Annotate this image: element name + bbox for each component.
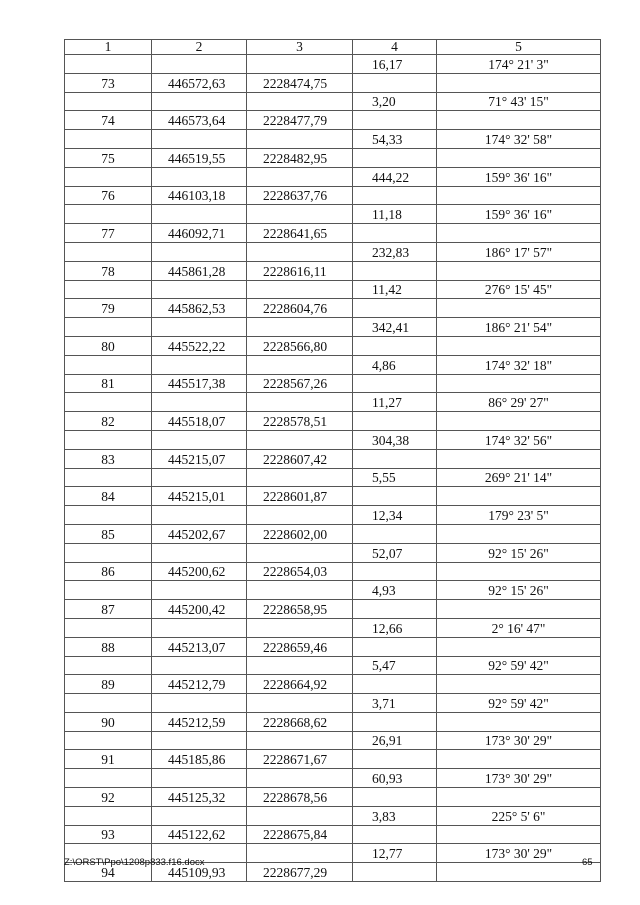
y-coordinate-cell [247, 618, 353, 637]
footer-page-number: 65 [582, 857, 593, 868]
table-row-segment [65, 92, 601, 111]
angle-cell [437, 825, 601, 844]
y-coordinate-cell: 2228677,29 [247, 863, 353, 882]
table-row-segment [65, 506, 601, 525]
y-coordinate-cell: 2228678,56 [247, 788, 353, 807]
y-coordinate-cell [247, 769, 353, 788]
point-number-cell [65, 355, 152, 374]
angle-cell [437, 562, 601, 581]
x-coordinate-cell [152, 806, 247, 825]
table-row-point [65, 637, 601, 656]
angle-cell: 173° 30' 29" [437, 844, 601, 863]
point-number-cell [65, 167, 152, 186]
table-row-segment [65, 55, 601, 74]
angle-cell [437, 148, 601, 167]
y-coordinate-cell [247, 130, 353, 149]
angle-cell [437, 224, 601, 243]
point-number-cell: 92 [65, 788, 152, 807]
y-coordinate-cell: 2228616,11 [247, 261, 353, 280]
distance-cell [353, 148, 437, 167]
x-coordinate-cell [152, 92, 247, 111]
distance-cell [353, 336, 437, 355]
table-header-row [65, 40, 601, 55]
angle-cell: 92° 15' 26" [437, 543, 601, 562]
table-row-point [65, 675, 601, 694]
x-coordinate-cell [152, 55, 247, 74]
y-coordinate-cell: 2228602,00 [247, 524, 353, 543]
angle-cell: 186° 21' 54" [437, 318, 601, 337]
y-coordinate-cell: 2228604,76 [247, 299, 353, 318]
distance-cell [353, 261, 437, 280]
y-coordinate-cell: 2228601,87 [247, 487, 353, 506]
table-row-segment [65, 468, 601, 487]
x-coordinate-cell: 445215,07 [152, 449, 247, 468]
distance-cell: 11,18 [353, 205, 437, 224]
distance-cell: 12,34 [353, 506, 437, 525]
y-coordinate-cell [247, 355, 353, 374]
x-coordinate-cell [152, 694, 247, 713]
angle-cell [437, 336, 601, 355]
table-row-point [65, 73, 601, 92]
angle-cell [437, 524, 601, 543]
x-coordinate-cell [152, 618, 247, 637]
header-col-2: 2 [152, 40, 247, 55]
angle-cell [437, 412, 601, 431]
table-row-segment [65, 430, 601, 449]
distance-cell: 26,91 [353, 731, 437, 750]
header-col-5: 5 [437, 40, 601, 55]
x-coordinate-cell: 445517,38 [152, 374, 247, 393]
distance-cell [353, 788, 437, 807]
table-row-point [65, 224, 601, 243]
y-coordinate-cell [247, 694, 353, 713]
x-coordinate-cell [152, 468, 247, 487]
coordinates-table-body [65, 40, 601, 882]
x-coordinate-cell [152, 355, 247, 374]
y-coordinate-cell [247, 55, 353, 74]
table-row-segment [65, 769, 601, 788]
angle-cell: 174° 32' 56" [437, 430, 601, 449]
y-coordinate-cell: 2228567,26 [247, 374, 353, 393]
table-row-point [65, 336, 601, 355]
table-row-point [65, 712, 601, 731]
distance-cell [353, 524, 437, 543]
angle-cell: 269° 21' 14" [437, 468, 601, 487]
angle-cell [437, 261, 601, 280]
point-number-cell [65, 318, 152, 337]
distance-cell: 444,22 [353, 167, 437, 186]
angle-cell [437, 788, 601, 807]
coordinates-table [64, 39, 601, 882]
y-coordinate-cell: 2228578,51 [247, 412, 353, 431]
distance-cell [353, 299, 437, 318]
table-row-segment [65, 656, 601, 675]
angle-cell: 179° 23' 5" [437, 506, 601, 525]
distance-cell [353, 712, 437, 731]
point-number-cell: 76 [65, 186, 152, 205]
x-coordinate-cell [152, 731, 247, 750]
angle-cell [437, 863, 601, 882]
point-number-cell [65, 55, 152, 74]
angle-cell: 174° 32' 58" [437, 130, 601, 149]
point-number-cell [65, 731, 152, 750]
angle-cell: 276° 15' 45" [437, 280, 601, 299]
x-coordinate-cell [152, 280, 247, 299]
distance-cell [353, 825, 437, 844]
table-row-point [65, 186, 601, 205]
distance-cell: 54,33 [353, 130, 437, 149]
table-row-segment [65, 806, 601, 825]
y-coordinate-cell: 2228664,92 [247, 675, 353, 694]
y-coordinate-cell [247, 393, 353, 412]
angle-cell: 92° 59' 42" [437, 694, 601, 713]
distance-cell [353, 374, 437, 393]
point-number-cell [65, 543, 152, 562]
angle-cell [437, 750, 601, 769]
point-number-cell: 80 [65, 336, 152, 355]
x-coordinate-cell: 445861,28 [152, 261, 247, 280]
table-row-point [65, 524, 601, 543]
header-col-3: 3 [247, 40, 353, 55]
distance-cell [353, 863, 437, 882]
x-coordinate-cell: 446092,71 [152, 224, 247, 243]
y-coordinate-cell [247, 205, 353, 224]
y-coordinate-cell [247, 430, 353, 449]
table-row-segment [65, 130, 601, 149]
point-number-cell [65, 506, 152, 525]
table-row-point [65, 148, 601, 167]
point-number-cell: 87 [65, 600, 152, 619]
angle-cell [437, 449, 601, 468]
table-row-segment [65, 280, 601, 299]
angle-cell: 159° 36' 16" [437, 205, 601, 224]
y-coordinate-cell [247, 92, 353, 111]
angle-cell [437, 637, 601, 656]
y-coordinate-cell: 2228566,80 [247, 336, 353, 355]
x-coordinate-cell [152, 543, 247, 562]
angle-cell [437, 111, 601, 130]
x-coordinate-cell [152, 393, 247, 412]
table-row-segment [65, 205, 601, 224]
y-coordinate-cell [247, 731, 353, 750]
point-number-cell [65, 468, 152, 487]
x-coordinate-cell [152, 242, 247, 261]
point-number-cell [65, 769, 152, 788]
distance-cell: 5,47 [353, 656, 437, 675]
distance-cell: 304,38 [353, 430, 437, 449]
point-number-cell: 86 [65, 562, 152, 581]
angle-cell: 2° 16' 47" [437, 618, 601, 637]
x-coordinate-cell [152, 506, 247, 525]
table-row-segment [65, 618, 601, 637]
distance-cell: 52,07 [353, 543, 437, 562]
y-coordinate-cell [247, 581, 353, 600]
distance-cell: 60,93 [353, 769, 437, 788]
y-coordinate-cell: 2228668,62 [247, 712, 353, 731]
x-coordinate-cell: 445109,93 [152, 863, 247, 882]
table-row-segment [65, 581, 601, 600]
angle-cell [437, 374, 601, 393]
point-number-cell [65, 656, 152, 675]
table-row-segment [65, 731, 601, 750]
y-coordinate-cell [247, 844, 353, 863]
table-row-segment [65, 242, 601, 261]
y-coordinate-cell: 2228671,67 [247, 750, 353, 769]
point-number-cell [65, 581, 152, 600]
x-coordinate-cell: 445522,22 [152, 336, 247, 355]
x-coordinate-cell: 446572,63 [152, 73, 247, 92]
point-number-cell: 94 [65, 863, 152, 882]
distance-cell [353, 111, 437, 130]
distance-cell [353, 412, 437, 431]
table-row-segment [65, 543, 601, 562]
y-coordinate-cell: 2228675,84 [247, 825, 353, 844]
x-coordinate-cell: 445862,53 [152, 299, 247, 318]
point-number-cell [65, 694, 152, 713]
x-coordinate-cell: 445200,42 [152, 600, 247, 619]
angle-cell [437, 600, 601, 619]
table-row-segment [65, 167, 601, 186]
x-coordinate-cell [152, 769, 247, 788]
y-coordinate-cell: 2228659,46 [247, 637, 353, 656]
distance-cell: 11,27 [353, 393, 437, 412]
y-coordinate-cell: 2228641,65 [247, 224, 353, 243]
angle-cell [437, 73, 601, 92]
y-coordinate-cell [247, 280, 353, 299]
point-number-cell [65, 393, 152, 412]
distance-cell [353, 487, 437, 506]
angle-cell [437, 186, 601, 205]
x-coordinate-cell [152, 656, 247, 675]
distance-cell [353, 562, 437, 581]
header-col-4: 4 [353, 40, 437, 55]
angle-cell: 173° 30' 29" [437, 731, 601, 750]
x-coordinate-cell [152, 581, 247, 600]
y-coordinate-cell: 2228658,95 [247, 600, 353, 619]
distance-cell [353, 675, 437, 694]
x-coordinate-cell: 445185,86 [152, 750, 247, 769]
distance-cell: 4,93 [353, 581, 437, 600]
distance-cell: 3,71 [353, 694, 437, 713]
table-row-point [65, 111, 601, 130]
distance-cell: 12,66 [353, 618, 437, 637]
x-coordinate-cell: 445202,67 [152, 524, 247, 543]
table-row-point [65, 449, 601, 468]
y-coordinate-cell [247, 543, 353, 562]
y-coordinate-cell: 2228474,75 [247, 73, 353, 92]
table-row-segment [65, 393, 601, 412]
angle-cell: 174° 32' 18" [437, 355, 601, 374]
point-number-cell: 79 [65, 299, 152, 318]
point-number-cell [65, 430, 152, 449]
y-coordinate-cell [247, 242, 353, 261]
distance-cell: 4,86 [353, 355, 437, 374]
table-row-point [65, 562, 601, 581]
x-coordinate-cell [152, 130, 247, 149]
point-number-cell: 90 [65, 712, 152, 731]
table-row-point [65, 299, 601, 318]
point-number-cell [65, 280, 152, 299]
x-coordinate-cell [152, 430, 247, 449]
x-coordinate-cell: 445213,07 [152, 637, 247, 656]
distance-cell: 12,77 [353, 844, 437, 863]
distance-cell: 342,41 [353, 318, 437, 337]
point-number-cell: 75 [65, 148, 152, 167]
y-coordinate-cell [247, 506, 353, 525]
angle-cell [437, 299, 601, 318]
x-coordinate-cell: 446519,55 [152, 148, 247, 167]
point-number-cell: 88 [65, 637, 152, 656]
x-coordinate-cell [152, 318, 247, 337]
distance-cell: 11,42 [353, 280, 437, 299]
x-coordinate-cell: 446103,18 [152, 186, 247, 205]
table-row-point [65, 600, 601, 619]
distance-cell: 5,55 [353, 468, 437, 487]
table-row-segment [65, 694, 601, 713]
distance-cell: 16,17 [353, 55, 437, 74]
header-col-1: 1 [65, 40, 152, 55]
footer-file-path: Z:\ORST\Ppo\1208p833.f16.docx [64, 857, 205, 868]
angle-cell: 71° 43' 15" [437, 92, 601, 111]
point-number-cell [65, 205, 152, 224]
y-coordinate-cell: 2228654,03 [247, 562, 353, 581]
point-number-cell: 82 [65, 412, 152, 431]
y-coordinate-cell [247, 468, 353, 487]
x-coordinate-cell: 445122,62 [152, 825, 247, 844]
x-coordinate-cell: 446573,64 [152, 111, 247, 130]
y-coordinate-cell [247, 656, 353, 675]
table-row-point [65, 750, 601, 769]
angle-cell: 159° 36' 16" [437, 167, 601, 186]
angle-cell: 174° 21' 3" [437, 55, 601, 74]
point-number-cell [65, 92, 152, 111]
x-coordinate-cell: 445212,79 [152, 675, 247, 694]
angle-cell: 186° 17' 57" [437, 242, 601, 261]
angle-cell: 225° 5' 6" [437, 806, 601, 825]
y-coordinate-cell [247, 806, 353, 825]
point-number-cell: 91 [65, 750, 152, 769]
point-number-cell [65, 242, 152, 261]
point-number-cell [65, 806, 152, 825]
table-row-point [65, 261, 601, 280]
distance-cell [353, 750, 437, 769]
point-number-cell: 83 [65, 449, 152, 468]
point-number-cell: 78 [65, 261, 152, 280]
distance-cell [353, 73, 437, 92]
point-number-cell: 74 [65, 111, 152, 130]
point-number-cell: 84 [65, 487, 152, 506]
table-row-segment [65, 318, 601, 337]
point-number-cell: 73 [65, 73, 152, 92]
angle-cell [437, 675, 601, 694]
angle-cell: 92° 15' 26" [437, 581, 601, 600]
y-coordinate-cell: 2228477,79 [247, 111, 353, 130]
table-row-segment [65, 355, 601, 374]
point-number-cell: 93 [65, 825, 152, 844]
table-row-point [65, 788, 601, 807]
distance-cell [353, 600, 437, 619]
angle-cell [437, 712, 601, 731]
point-number-cell [65, 618, 152, 637]
distance-cell [353, 637, 437, 656]
distance-cell: 3,83 [353, 806, 437, 825]
distance-cell: 3,20 [353, 92, 437, 111]
y-coordinate-cell: 2228482,95 [247, 148, 353, 167]
angle-cell: 92° 59' 42" [437, 656, 601, 675]
x-coordinate-cell: 445518,07 [152, 412, 247, 431]
y-coordinate-cell: 2228637,76 [247, 186, 353, 205]
x-coordinate-cell [152, 205, 247, 224]
angle-cell [437, 487, 601, 506]
y-coordinate-cell [247, 318, 353, 337]
distance-cell [353, 449, 437, 468]
distance-cell [353, 224, 437, 243]
x-coordinate-cell: 445125,32 [152, 788, 247, 807]
table-row-point [65, 487, 601, 506]
y-coordinate-cell: 2228607,42 [247, 449, 353, 468]
y-coordinate-cell [247, 167, 353, 186]
table-row-point [65, 412, 601, 431]
table-row-point [65, 825, 601, 844]
distance-cell [353, 186, 437, 205]
angle-cell: 173° 30' 29" [437, 769, 601, 788]
point-number-cell: 77 [65, 224, 152, 243]
x-coordinate-cell: 445200,62 [152, 562, 247, 581]
point-number-cell [65, 130, 152, 149]
distance-cell: 232,83 [353, 242, 437, 261]
point-number-cell: 89 [65, 675, 152, 694]
x-coordinate-cell: 445212,59 [152, 712, 247, 731]
x-coordinate-cell [152, 167, 247, 186]
x-coordinate-cell: 445215,01 [152, 487, 247, 506]
point-number-cell: 81 [65, 374, 152, 393]
angle-cell: 86° 29' 27" [437, 393, 601, 412]
point-number-cell: 85 [65, 524, 152, 543]
table-row-point [65, 374, 601, 393]
